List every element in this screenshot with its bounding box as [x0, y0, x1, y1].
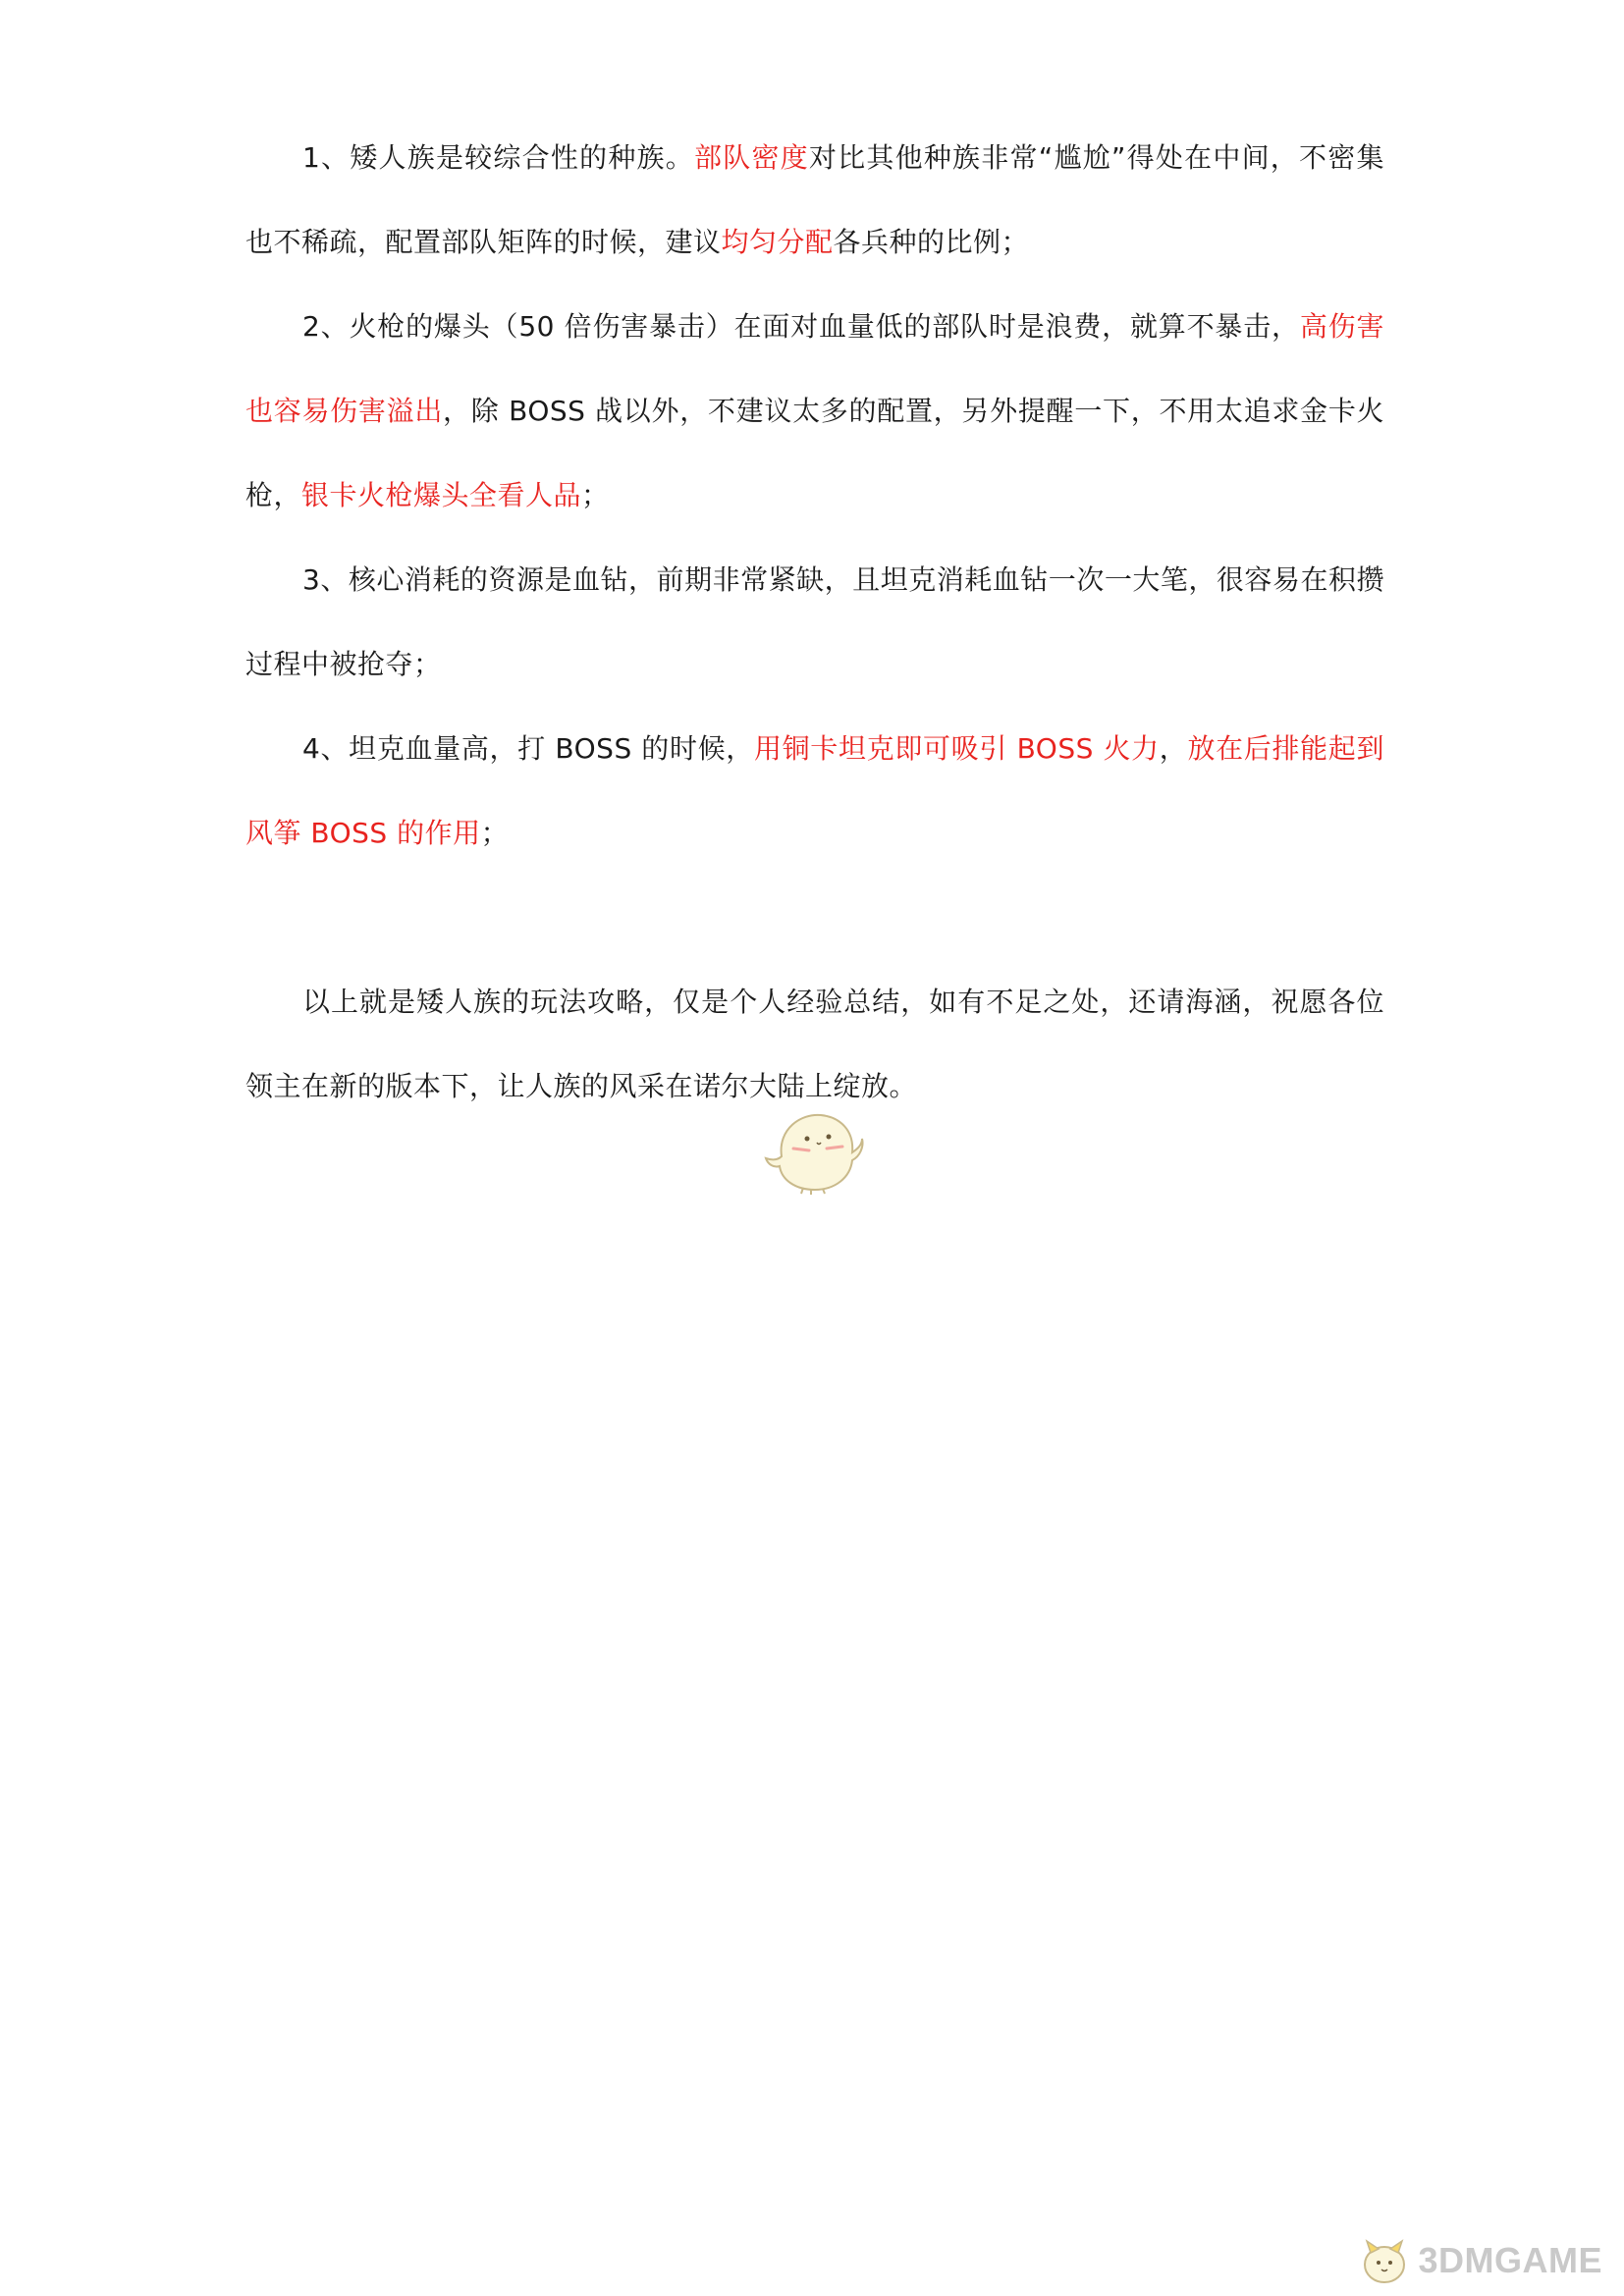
article-body — [245, 116, 1384, 1129]
highlight-segment: 高伤害也容易伤害溢出 — [245, 310, 1384, 427]
paragraph-gap — [245, 876, 1384, 960]
highlight-segment: 部队密度 — [694, 141, 809, 174]
segment: ，除 BOSS 战以外，不建议太多的配置，另外提醒一下，不用太追求金卡火枪， — [245, 395, 1384, 511]
segment: ； — [480, 817, 510, 849]
segment: 4、坦克血量高，打 BOSS 的时候， — [302, 732, 754, 765]
paragraph-conclusion — [245, 960, 1384, 1129]
highlight-segment: 均匀分配 — [721, 226, 834, 258]
segment: 以上就是矮人族的玩法攻略，仅是个人经验总结，如有不足之处，还请海涵，祝愿各位领主在新的版本下，让人族的风采在诺尔大陆上绽放。 — [245, 986, 1384, 1102]
paragraph-4 — [245, 707, 1384, 876]
mascot-chick-icon — [764, 1105, 866, 1196]
paragraph-3 — [245, 538, 1384, 707]
highlight-segment: 放在后排能起到风筝 BOSS 的作用 — [245, 732, 1384, 849]
segment: 3、核心消耗的资源是血钻，前期非常紧缺，且坦克消耗血钻一次一大笔，很容易在积攒过程中被抢夺； — [245, 563, 1384, 680]
highlight-segment: 银卡火枪爆头全看人品 — [301, 479, 582, 511]
segment: 对比其他种族非常“尴尬”得处在中间，不密集也不稀疏，配置部队矩阵的时候，建议 — [245, 141, 1384, 258]
watermark-text: 3DMGAME — [1418, 2240, 1602, 2280]
segment: ， — [1159, 732, 1188, 765]
watermark — [1357, 2229, 1602, 2292]
segment: ； — [581, 479, 610, 511]
segment: 2、火枪的爆头（50 倍伤害暴击）在面对血量低的部队时是浪费，就算不暴击， — [302, 310, 1300, 343]
3dm-mascot-logo-icon — [1357, 2233, 1412, 2288]
highlight-segment: 用铜卡坦克即可吸引 BOSS 火力 — [753, 732, 1160, 765]
segment: 1、矮人族是较综合性的种族。 — [302, 141, 694, 174]
segment: 各兵种的比例； — [833, 226, 1030, 258]
paragraph-1 — [245, 116, 1384, 285]
paragraph-2 — [245, 285, 1384, 538]
